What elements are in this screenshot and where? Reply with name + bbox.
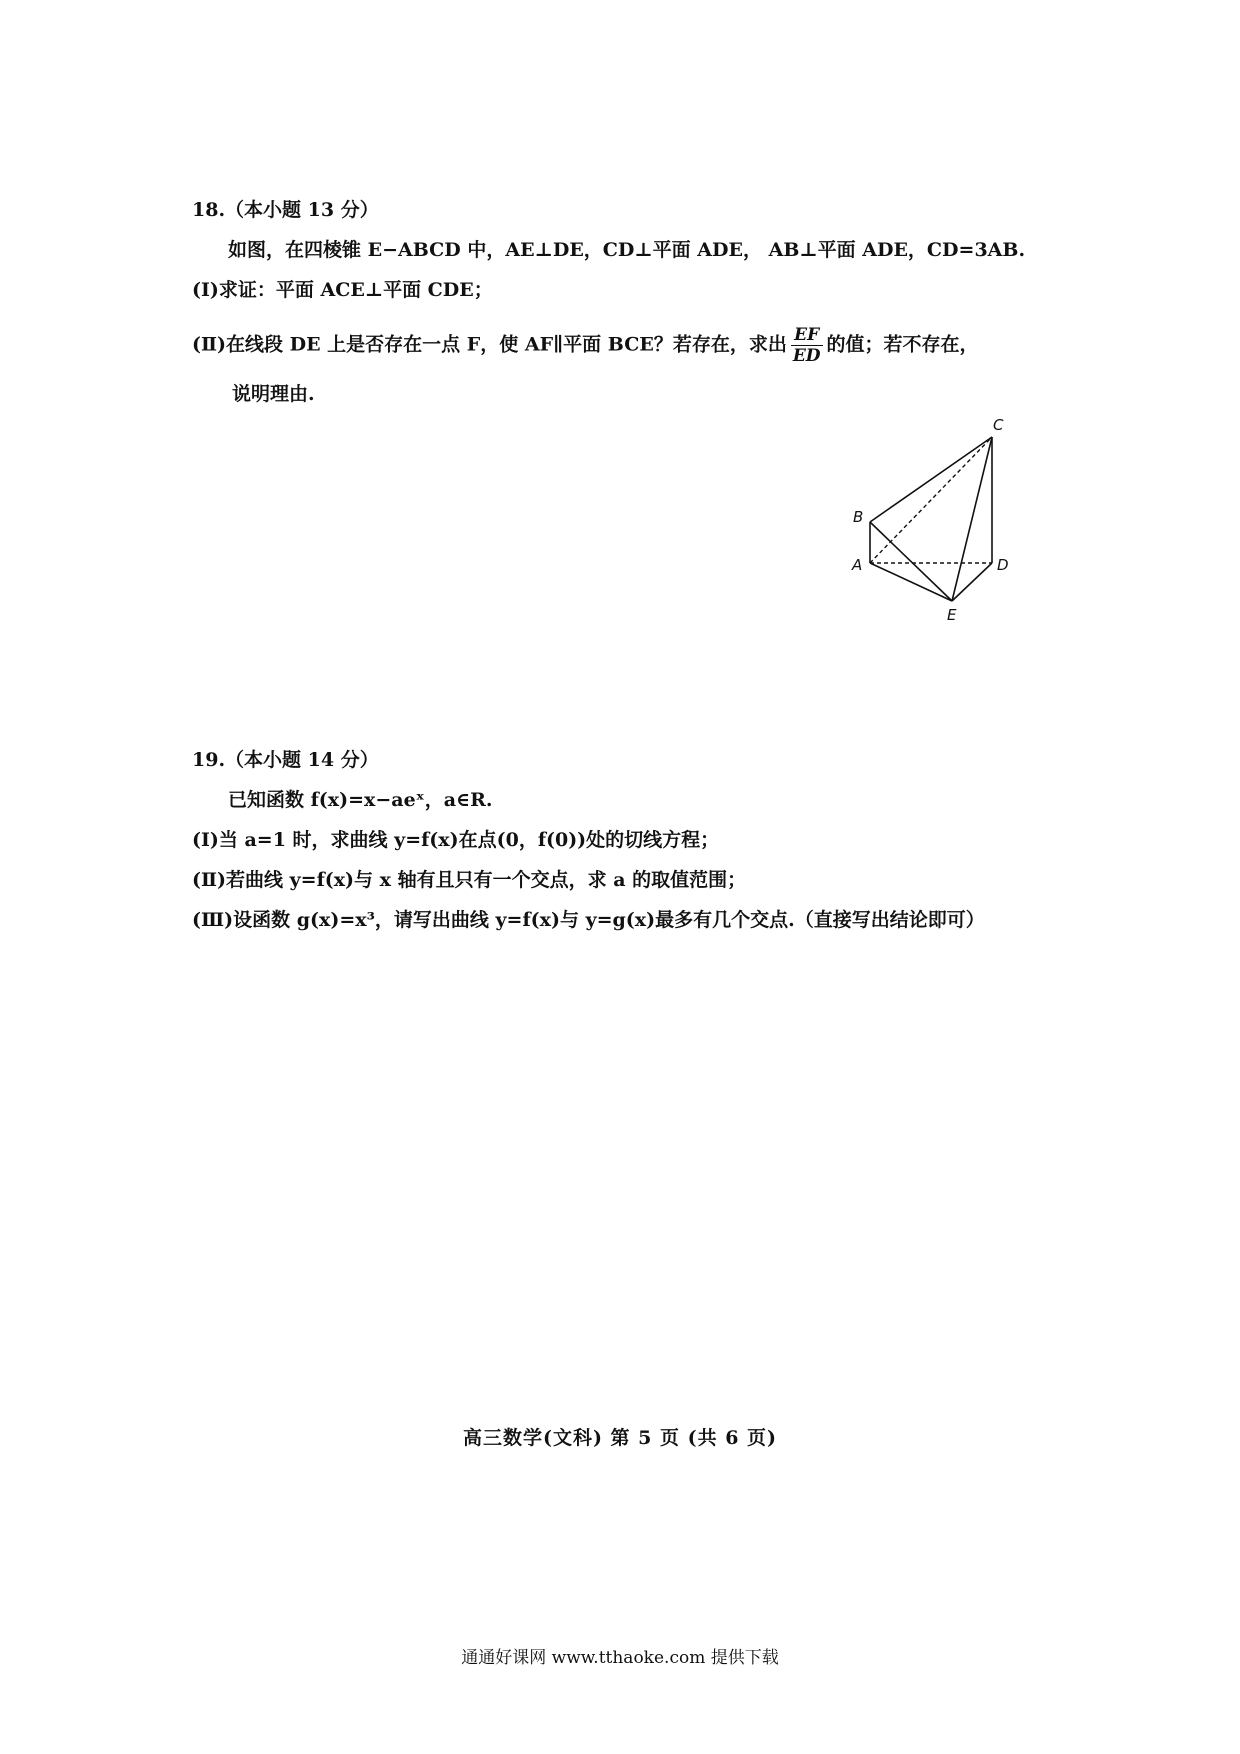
q19-header: 19.（本小题 14 分） — [192, 749, 379, 771]
q18-part2-text-after: 的值；若不存在， — [826, 333, 979, 356]
edge-ae — [870, 563, 952, 601]
q18-part2 — [192, 325, 979, 366]
q18-part1: (Ⅰ)求证：平面 ACE⊥平面 CDE； — [192, 279, 493, 301]
q18-intro: 如图，在四棱锥 E−ABCD 中，AE⊥DE，CD⊥平面 ADE， AB⊥平面 ADE，CD=3AB. — [228, 239, 1026, 261]
vertex-label-d: D — [997, 556, 1009, 574]
vertex-label-b: B — [853, 508, 864, 526]
fraction-denominator: ED — [792, 346, 821, 366]
edge-de — [952, 563, 992, 601]
q19-intro: 已知函数 f(x)=x−aeˣ，a∈R. — [228, 789, 493, 811]
vertex-label-c: C — [993, 416, 1004, 434]
vertex-label-e: E — [947, 606, 957, 624]
pyramid-figure — [820, 405, 1050, 635]
page-footer: 高三数学(文科) 第 5 页 (共 6 页) — [462, 1427, 778, 1449]
q19-part2: (Ⅱ)若曲线 y=f(x)与 x 轴有且只有一个交点，求 a 的取值范围； — [192, 869, 747, 891]
edge-be — [870, 522, 952, 601]
q18-header: 18.（本小题 13 分） — [192, 199, 379, 221]
q18-part2-continued: 说明理由. — [232, 383, 315, 405]
edge-ac-hidden — [870, 437, 992, 563]
fraction-numerator: EF — [791, 325, 823, 346]
q18-part2-text-before: (Ⅱ)在线段 DE 上是否存在一点 F，使 AF∥平面 BCE？若存在，求出 — [192, 333, 787, 356]
ratio-fraction — [791, 325, 823, 366]
source-footer: 通通好课网 www.tthaoke.com 提供下载 — [461, 1648, 779, 1668]
q19-part1: (Ⅰ)当 a=1 时，求曲线 y=f(x)在点(0，f(0))处的切线方程； — [192, 829, 720, 851]
vertex-label-a: A — [852, 556, 863, 574]
q19-part3: (Ⅲ)设函数 g(x)=x³，请写出曲线 y=f(x)与 y=g(x)最多有几个交点.（直接写出结论即可） — [192, 909, 985, 931]
